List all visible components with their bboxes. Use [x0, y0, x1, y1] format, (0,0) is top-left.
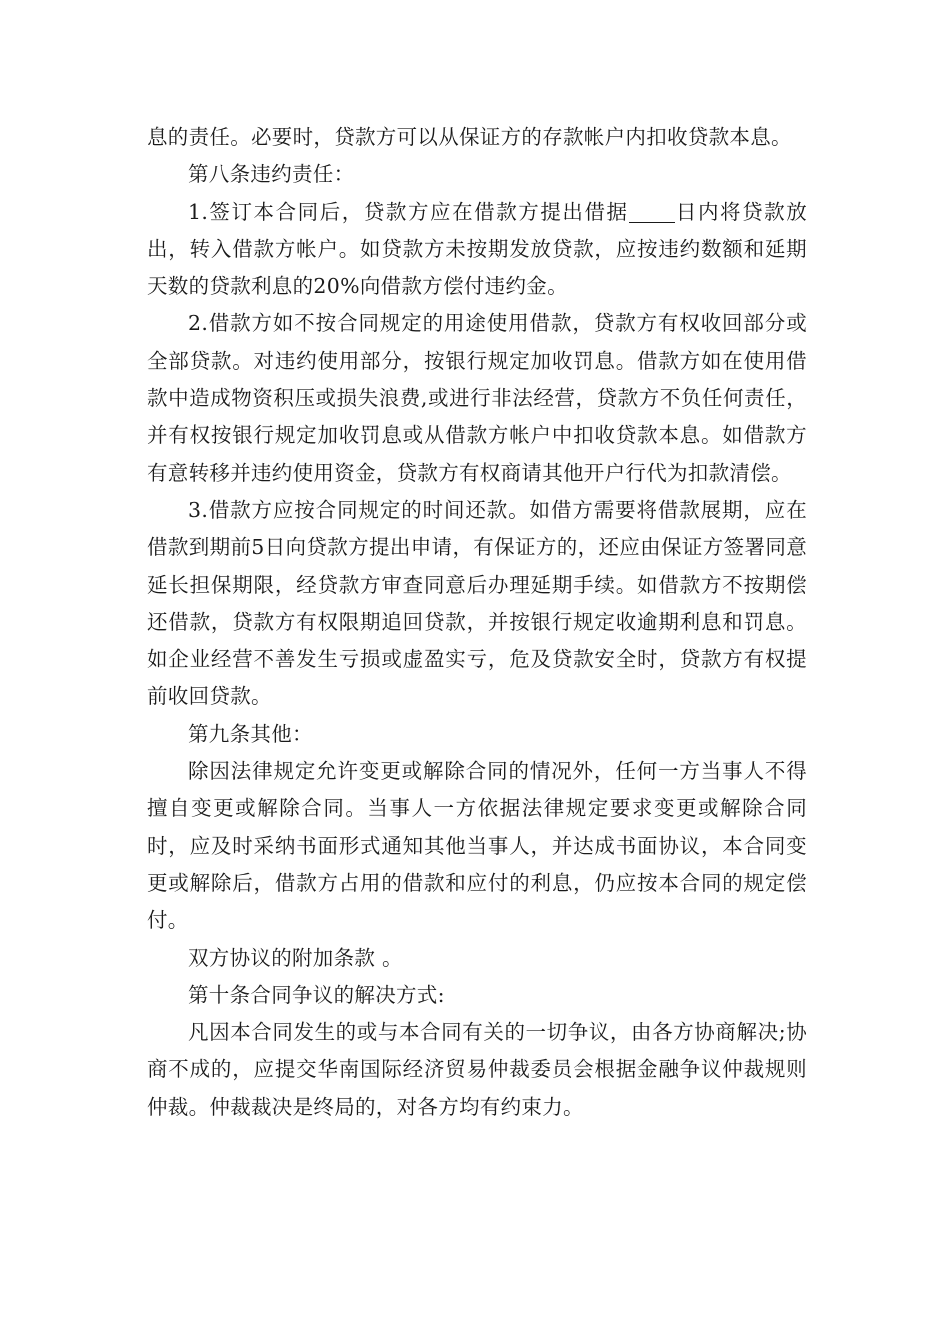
clause-8-3: 3.借款方应按合同规定的时间还款。如借方需要将借款展期，应在借款到期前5日向贷款方提出申请，有保证方的，还应由保证方签署同意延长担保期限，经贷款方审查同意后办理延期手续。如借款方不按期偿还借款，贷款方有权限期追回贷款，并按银行规定收逾期利息和罚息。如企业经营不善发生亏损或虚盈实亏，危及贷款安全时，贷款方有权提前收回贷款。 — [147, 497, 807, 709]
clause-8-2: 2.借款方如不按合同规定的用途使用借款，贷款方有权收回部分或全部贷款。对违约使用部分，按银行规定加收罚息。借款方如在使用借款中造成物资积压或损失浪费,或进行非法经营，贷款方不负任何责任，并有权按银行规定加收罚息或从借款方帐户中扣收贷款本息。如借款方有意转移并违约使用资金，贷款方有权商请其他开户行代为扣款清偿。 — [147, 311, 807, 485]
clause-8-1-text-end: 日内将贷款放出，转入借款方帐户。如贷款方未按期发放贷款，应按违约数额和延期天数的贷款利息的20%向借款方偿付违约金。 — [147, 199, 808, 299]
blank-days-field — [629, 199, 675, 223]
article-10-text: 凡因本合同发生的或与本合同有关的一切争议，由各方协商解决;协商不成的，应提交华南国际经济贸易仲裁委员会根据金融争议仲裁规则仲裁。仲裁裁决是终局的，对各方均有约束力。 — [147, 1020, 807, 1119]
clause-8-1 — [147, 194, 807, 306]
additional-terms: 双方协议的附加条款 。 — [188, 945, 403, 970]
article-10-heading: 第十条合同争议的解决方式: — [188, 982, 445, 1007]
article-9-text: 除因法律规定允许变更或解除合同的情况外，任何一方当事人不得擅自变更或解除合同。当事人一方依据法律规定要求变更或解除合同时，应及时采纳书面形式通知其他当事人，并达成书面协议，本合同变更或解除后，借款方占用的借款和应付的利息，仍应按本合同的规定偿付。 — [147, 759, 807, 933]
article-8-heading: 第八条违约责任： — [188, 162, 355, 187]
clause-8-1-text-start: 1.签订本合同后，贷款方应在借款方提出借据 — [188, 199, 629, 224]
document-body — [147, 119, 807, 1126]
paragraph-continuation: 息的责任。必要时，贷款方可以从保证方的存款帐户内扣收贷款本息。 — [147, 125, 792, 149]
article-9-heading: 第九条其他： — [188, 721, 313, 746]
